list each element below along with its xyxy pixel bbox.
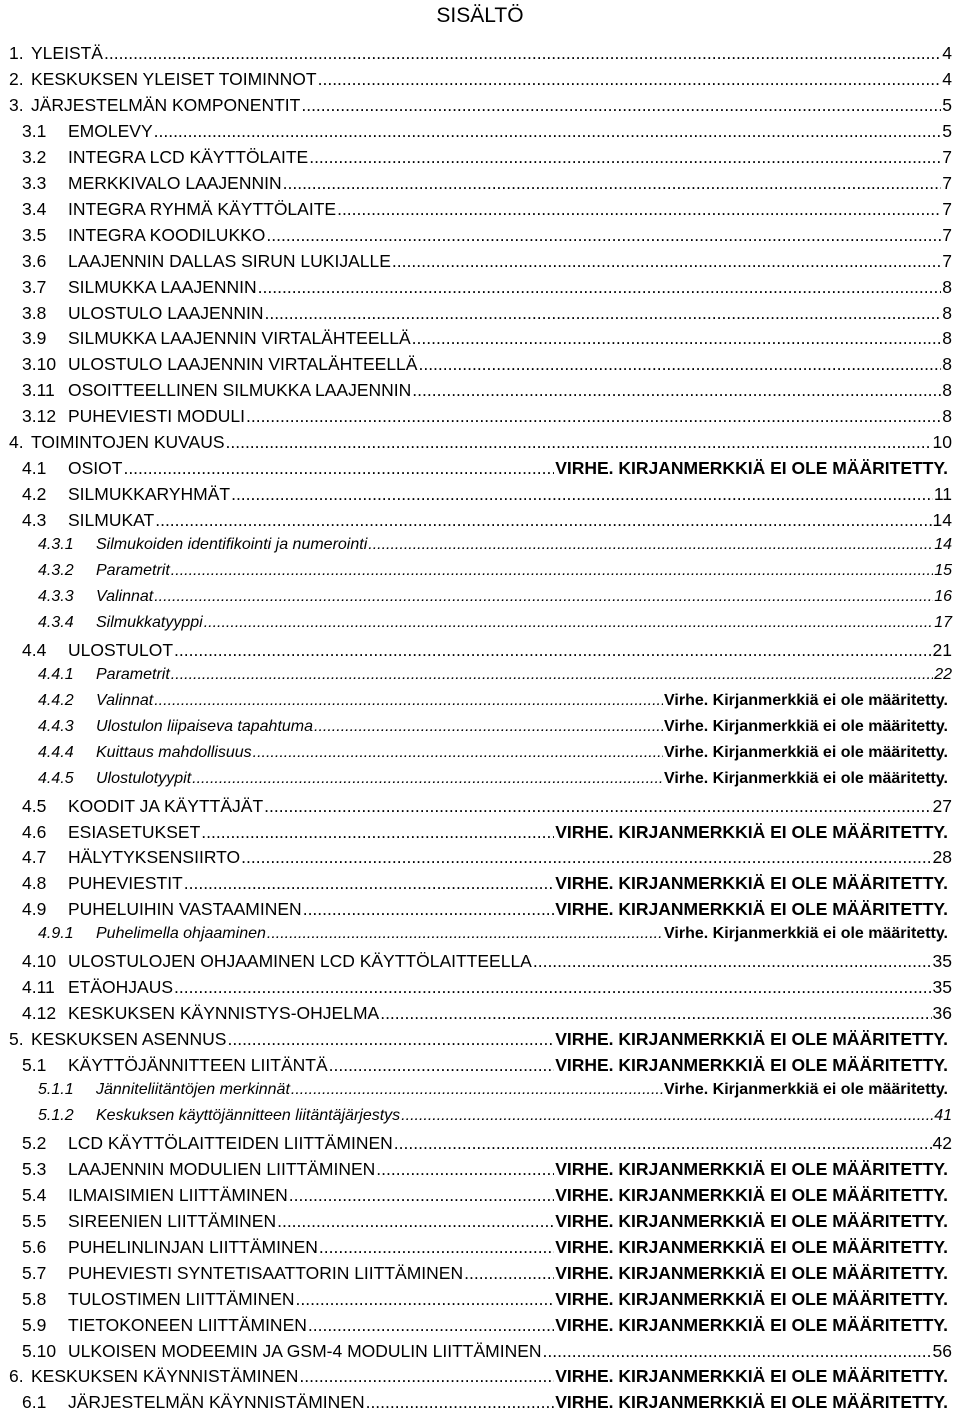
toc-entry-title[interactable]: Parametrit <box>96 562 170 579</box>
toc-entry-page-number[interactable]: 4 <box>942 43 952 63</box>
toc-entry[interactable] <box>0 744 960 770</box>
toc-entry-number: 4.5 <box>22 795 47 816</box>
toc-entry-number: 3.4 <box>22 198 47 219</box>
toc-dot-leader <box>201 822 554 843</box>
toc-dot-leader <box>412 380 941 401</box>
toc-entry[interactable] <box>0 536 960 562</box>
toc-entry[interactable] <box>0 1289 960 1315</box>
toc-entry-page-number[interactable]: 56 <box>932 1340 952 1361</box>
toc-entry-page-number[interactable]: 8 <box>942 328 952 349</box>
toc-entry-number: 4.6 <box>22 821 47 842</box>
toc-entry[interactable] <box>0 796 960 822</box>
toc-entry-error-reference[interactable]: VIRHE. KIRJANMERKKIÄ EI OLE MÄÄRITETTY. <box>555 1055 948 1076</box>
toc-dot-leader <box>418 354 941 375</box>
toc-entry-number: 3.11 <box>22 380 55 401</box>
toc-entry[interactable] <box>0 770 960 796</box>
toc-entry-title[interactable]: SILMUKKARYHMÄT <box>68 484 231 505</box>
toc-entry-error-reference[interactable]: VIRHE. KIRJANMERKKIÄ EI OLE MÄÄRITETTY. <box>555 1366 948 1387</box>
toc-entry-title[interactable]: JÄRJESTELMÄN KOMPONENTIT <box>31 94 301 115</box>
toc-entry-error-reference[interactable]: Virhe. Kirjanmerkkiä ei ole määritetty. <box>664 743 948 761</box>
toc-dot-leader <box>231 484 933 505</box>
toc-dot-leader <box>401 1107 933 1125</box>
toc-entry-title[interactable]: PUHELUIHIN VASTAAMINEN <box>68 899 302 920</box>
toc-entry-title[interactable]: Silmukoiden identifikointi ja numerointi <box>96 536 368 554</box>
toc-entry-page-number[interactable]: 5 <box>942 120 952 141</box>
toc-entry-title[interactable]: KESKUKSEN KÄYNNISTYS-OHJELMA <box>68 1003 380 1024</box>
toc-entry[interactable] <box>0 1341 960 1367</box>
toc-entry-title[interactable]: OSIOT <box>68 458 123 479</box>
toc-entry-number: 5. <box>9 1029 24 1050</box>
toc-dot-leader <box>283 173 942 194</box>
toc-entry-error-reference[interactable]: Virhe. Kirjanmerkkiä ei ole määritetty. <box>664 691 948 709</box>
toc-dot-leader <box>309 147 941 168</box>
toc-entry-title[interactable]: Kuittaus mahdollisuus <box>96 743 252 761</box>
toc-entry-page-number[interactable]: 8 <box>942 406 952 427</box>
toc-dot-leader <box>104 43 941 64</box>
toc-entry-number: 4.2 <box>22 484 47 505</box>
toc-entry[interactable] <box>0 899 960 925</box>
toc-entry-title[interactable]: SILMUKAT <box>68 510 155 531</box>
toc-entry[interactable] <box>0 1185 960 1211</box>
toc-entry[interactable] <box>0 147 960 173</box>
toc-entry-page-number[interactable]: 7 <box>942 172 952 193</box>
toc-entry-error-reference[interactable]: VIRHE. KIRJANMERKKIÄ EI OLE MÄÄRITETTY. <box>555 1392 948 1413</box>
toc-entry-number: 4.10 <box>22 951 57 972</box>
toc-entry-title[interactable]: SIREENIEN LIITTÄMINEN <box>68 1210 277 1231</box>
toc-entry-number: 4.4.2 <box>38 691 74 709</box>
toc-entry[interactable] <box>0 380 960 406</box>
toc-entry[interactable] <box>0 458 960 484</box>
toc-entry-title[interactable]: INTEGRA LCD KÄYTTÖLAITE <box>68 146 309 167</box>
toc-entry-error-reference[interactable]: VIRHE. KIRJANMERKKIÄ EI OLE MÄÄRITETTY. <box>555 1288 948 1309</box>
toc-entry-title[interactable]: ETÄOHJAUS <box>68 977 174 998</box>
toc-dot-leader <box>154 121 942 142</box>
toc-entry-title[interactable]: ULOSTULO LAAJENNIN VIRTALÄHTEELLÄ <box>68 354 418 375</box>
toc-dot-leader <box>267 925 663 943</box>
toc-entry-error-reference[interactable]: VIRHE. KIRJANMERKKIÄ EI OLE MÄÄRITETTY. <box>555 1210 948 1231</box>
toc-entry-title[interactable]: INTEGRA RYHMÄ KÄYTTÖLAITE <box>68 198 337 219</box>
toc-entry-error-reference[interactable]: Virhe. Kirjanmerkkiä ei ole määritetty. <box>664 1081 948 1098</box>
toc-entry-title[interactable]: Silmukkatyyppi <box>96 613 203 631</box>
toc-entry[interactable] <box>0 692 960 718</box>
toc-entry-error-reference[interactable]: VIRHE. KIRJANMERKKIÄ EI OLE MÄÄRITETTY. <box>555 821 948 842</box>
toc-entry-number: 4.12 <box>22 1003 57 1024</box>
toc-entry-title[interactable]: Jänniteliitäntöjen merkinnät <box>96 1081 290 1098</box>
toc-entry[interactable] <box>0 1211 960 1237</box>
toc-entry-error-reference[interactable]: VIRHE. KIRJANMERKKIÄ EI OLE MÄÄRITETTY. <box>555 1262 948 1283</box>
toc-dot-leader <box>277 1211 554 1232</box>
toc-entry-number: 4.1 <box>22 458 47 479</box>
toc-dot-leader <box>241 847 931 868</box>
toc-entry-page-number[interactable]: 11 <box>933 484 952 505</box>
toc-entry-title[interactable]: Valinnat <box>96 587 154 605</box>
toc-dot-leader <box>253 744 663 762</box>
toc-entry-number: 5.1.2 <box>38 1106 74 1124</box>
toc-entry-page-number[interactable]: 28 <box>932 847 952 868</box>
toc-dot-leader <box>394 1133 932 1154</box>
toc-entry-title[interactable]: EMOLEVY <box>68 120 153 141</box>
toc-entry-page-number[interactable]: 15 <box>934 562 952 579</box>
toc-entry[interactable] <box>0 614 960 640</box>
toc-entry-number: 4.4.4 <box>38 743 74 761</box>
toc-entry[interactable] <box>0 1159 960 1185</box>
toc-entry[interactable] <box>0 951 960 977</box>
toc-entry[interactable] <box>0 718 960 744</box>
toc-entry[interactable] <box>0 822 960 848</box>
toc-entry-page-number[interactable]: 5 <box>942 94 952 115</box>
toc-dot-leader <box>246 406 941 427</box>
toc-entry-number: 5.7 <box>22 1262 47 1283</box>
toc-dot-leader <box>154 588 933 606</box>
toc-entry[interactable] <box>0 925 960 951</box>
toc-dot-leader <box>296 1289 555 1310</box>
toc-entry[interactable] <box>0 1081 960 1107</box>
toc-entry-title[interactable]: PUHEVIESTI MODULI <box>68 406 245 427</box>
toc-entry-title[interactable]: ILMAISIMIEN LIITTÄMINEN <box>68 1184 288 1205</box>
toc-dot-leader <box>329 1055 555 1076</box>
toc-entry-number: 3.1 <box>22 120 47 141</box>
toc-entry-title[interactable]: Parametrit <box>96 665 170 683</box>
toc-entry-number: 4.8 <box>22 873 47 894</box>
toc-entry-page-number[interactable]: 4 <box>942 68 952 89</box>
toc-entry-error-reference[interactable]: VIRHE. KIRJANMERKKIÄ EI OLE MÄÄRITETTY. <box>555 1314 948 1335</box>
toc-entry-number: 5.1.1 <box>38 1081 74 1098</box>
toc-entry-number: 3. <box>9 94 24 115</box>
toc-entry-page-number[interactable]: 8 <box>942 302 952 323</box>
toc-entry-number: 3.9 <box>22 328 47 349</box>
toc-dot-leader <box>543 1341 932 1362</box>
toc-dot-leader <box>174 640 932 661</box>
toc-entry-number: 5.2 <box>22 1132 47 1153</box>
toc-entry[interactable] <box>0 199 960 225</box>
toc-entry[interactable] <box>0 406 960 432</box>
toc-entry-number: 5.6 <box>22 1236 47 1257</box>
toc-entry-title[interactable]: Ulostulon liipaiseva tapahtuma <box>96 717 314 735</box>
toc-entry-number: 4.4.1 <box>38 665 74 683</box>
toc-entry-title[interactable]: TOIMINTOJEN KUVAUS <box>31 432 225 453</box>
toc-entry-number: 4.3 <box>22 510 47 531</box>
toc-entry-error-reference[interactable]: Virhe. Kirjanmerkkiä ei ole määritetty. <box>664 769 948 787</box>
toc-entry-title[interactable]: MERKKIVALO LAAJENNIN <box>68 172 282 193</box>
toc-entry-page-number[interactable]: 7 <box>942 224 952 245</box>
toc-entry[interactable] <box>0 121 960 147</box>
toc-entry-title[interactable]: Puhelimella ohjaaminen <box>96 925 266 943</box>
toc-dot-leader <box>192 770 663 788</box>
toc-entry-number: 4. <box>9 432 24 453</box>
toc-entry-title[interactable]: Ulostulotyypit <box>96 769 192 787</box>
toc-entry-number: 5.10 <box>22 1340 57 1361</box>
toc-entry[interactable] <box>0 1237 960 1263</box>
toc-entry-title[interactable]: ULOSTULO LAAJENNIN <box>68 302 264 323</box>
toc-entry-title[interactable]: KESKUKSEN YLEISET TOIMINNOT <box>31 68 317 89</box>
toc-entry-page-number[interactable]: 8 <box>942 354 952 375</box>
toc-entry-title[interactable]: PUHEVIESTIT <box>68 873 183 894</box>
toc-entry-number: 6. <box>9 1366 24 1387</box>
toc-entry-error-reference[interactable]: VIRHE. KIRJANMERKKIÄ EI OLE MÄÄRITETTY. <box>555 1236 948 1257</box>
toc-entry-page-number[interactable]: 17 <box>934 613 952 631</box>
toc-entry-page-number[interactable]: 7 <box>942 250 952 271</box>
toc-entry-number: 4.3.3 <box>38 587 74 605</box>
toc-entry-title[interactable]: PUHEVIESTI SYNTETISAATTORIN LIITTÄMINEN <box>68 1262 464 1283</box>
toc-dot-leader <box>266 225 941 246</box>
toc-entry[interactable] <box>0 1315 960 1341</box>
toc-entry[interactable] <box>0 1392 960 1418</box>
toc-entry-title[interactable]: YLEISTÄ <box>31 43 103 63</box>
toc-entry-error-reference[interactable]: VIRHE. KIRJANMERKKIÄ EI OLE MÄÄRITETTY. <box>555 1158 948 1179</box>
toc-dot-leader <box>366 1392 555 1413</box>
toc-entry[interactable] <box>0 873 960 899</box>
toc-entry[interactable] <box>0 277 960 303</box>
toc-entry-number: 3.3 <box>22 172 47 193</box>
toc-dot-leader <box>380 1003 931 1024</box>
toc-entry[interactable] <box>0 1029 960 1055</box>
toc-entry-number: 1. <box>9 43 24 63</box>
toc-dot-leader <box>258 277 942 298</box>
toc-dot-leader <box>318 69 942 90</box>
toc-entry-title[interactable]: ULKOISEN MODEEMIN JA GSM-4 MODULIN LIITTÄMINEN <box>68 1340 542 1361</box>
toc-dot-leader <box>289 1185 554 1206</box>
toc-dot-leader <box>308 1315 554 1336</box>
toc-entry[interactable] <box>0 510 960 536</box>
toc-entry-page-number[interactable]: 41 <box>934 1106 952 1124</box>
toc-entry-title[interactable]: ULOSTULOT <box>68 639 174 660</box>
toc-dot-leader <box>184 873 554 894</box>
toc-entry-page-number[interactable]: 7 <box>942 146 952 167</box>
toc-entry-title[interactable]: Valinnat <box>96 691 154 709</box>
toc-title: SISÄLTÖ <box>436 4 524 27</box>
toc-entry-number: 4.4 <box>22 639 47 660</box>
toc-entry-number: 4.9 <box>22 899 47 920</box>
toc-entry-number: 3.6 <box>22 250 47 271</box>
toc-dot-leader <box>299 1366 554 1387</box>
toc-entry-page-number[interactable]: 10 <box>932 432 952 453</box>
toc-dot-leader <box>226 432 932 453</box>
toc-entry-number: 3.5 <box>22 224 47 245</box>
toc-dot-leader <box>154 692 663 710</box>
toc-entry-number: 5.8 <box>22 1288 47 1309</box>
toc-entry-title[interactable]: SILMUKKA LAAJENNIN <box>68 276 257 297</box>
toc-entry-page-number[interactable]: 35 <box>932 977 952 998</box>
toc-entry-title[interactable]: OSOITTEELLINEN SILMUKKA LAAJENNIN <box>68 380 412 401</box>
toc-entry-error-reference[interactable]: VIRHE. KIRJANMERKKIÄ EI OLE MÄÄRITETTY. <box>555 1184 948 1205</box>
toc-entry[interactable] <box>0 588 960 614</box>
toc-entry-title[interactable]: LAAJENNIN MODULIEN LIITTÄMINEN <box>68 1158 376 1179</box>
toc-dot-leader <box>264 796 931 817</box>
toc-entry-number: 5.5 <box>22 1210 47 1231</box>
toc-dot-leader <box>264 303 941 324</box>
toc-entry-page-number[interactable]: 22 <box>934 665 952 683</box>
toc-entry-error-reference[interactable]: VIRHE. KIRJANMERKKIÄ EI OLE MÄÄRITETTY. <box>555 1029 948 1050</box>
toc-dot-leader <box>171 562 933 580</box>
toc-entry-title[interactable]: LCD KÄYTTÖLAITTEIDEN LIITTÄMINEN <box>68 1132 393 1153</box>
toc-entry-title[interactable]: TULOSTIMEN LIITTÄMINEN <box>68 1288 295 1309</box>
toc-entry-number: 2. <box>9 68 24 89</box>
toc-entry[interactable] <box>0 1003 960 1029</box>
toc-dot-leader <box>337 199 941 220</box>
toc-entry[interactable] <box>0 303 960 329</box>
toc-dot-leader <box>227 1029 554 1050</box>
toc-entry-error-reference[interactable]: Virhe. Kirjanmerkkiä ei ole määritetty. <box>664 925 948 943</box>
toc-dot-leader <box>533 951 932 972</box>
toc-entry-page-number[interactable]: 14 <box>932 510 952 531</box>
toc-entry[interactable] <box>0 1263 960 1289</box>
toc-dot-leader <box>174 977 932 998</box>
toc-entry[interactable] <box>0 1107 960 1133</box>
toc-entry-title[interactable]: ESIASETUKSET <box>68 821 201 842</box>
toc-entry[interactable] <box>0 977 960 1003</box>
toc-dot-leader <box>171 666 933 684</box>
toc-entry-number: 4.3.4 <box>38 613 74 631</box>
toc-dot-leader <box>392 251 941 272</box>
toc-dot-leader <box>301 95 941 116</box>
toc-entry-number: 4.4.3 <box>38 717 74 735</box>
toc-entry[interactable] <box>0 328 960 354</box>
toc-entry[interactable] <box>0 1133 960 1159</box>
toc-dot-leader <box>204 614 934 632</box>
toc-entry-page-number[interactable]: 35 <box>932 951 952 972</box>
toc-entry[interactable] <box>0 95 960 121</box>
toc-dot-leader <box>376 1159 554 1180</box>
toc-entry[interactable] <box>0 847 960 873</box>
toc-entry-page-number[interactable]: 36 <box>932 1003 952 1024</box>
toc-entry-number: 4.3.2 <box>38 562 74 579</box>
toc-dot-leader <box>123 458 554 479</box>
toc-entry-title[interactable]: INTEGRA KOODILUKKO <box>68 224 266 245</box>
toc-entry-number: 4.7 <box>22 847 47 868</box>
toc-dot-leader <box>303 899 554 920</box>
toc-dot-leader <box>464 1263 554 1284</box>
toc-entry-number: 3.10 <box>22 354 57 375</box>
toc-entry-title[interactable]: KOODIT JA KÄYTTÄJÄT <box>68 795 264 816</box>
toc-entry-title[interactable]: SILMUKKA LAAJENNIN VIRTALÄHTEELLÄ <box>68 328 411 349</box>
toc-entry[interactable] <box>0 666 960 692</box>
toc-entry[interactable] <box>0 562 960 588</box>
toc-entry-number: 5.9 <box>22 1314 47 1335</box>
toc-entry-number: 5.4 <box>22 1184 47 1205</box>
toc-entry-error-reference[interactable]: VIRHE. KIRJANMERKKIÄ EI OLE MÄÄRITETTY. <box>555 458 948 479</box>
toc-dot-leader <box>314 718 663 736</box>
toc-entry[interactable] <box>0 1055 960 1081</box>
toc-dot-leader <box>368 536 933 554</box>
toc-entry-title[interactable]: JÄRJESTELMÄN KÄYNNISTÄMINEN <box>68 1392 365 1413</box>
toc-entry-error-reference[interactable]: VIRHE. KIRJANMERKKIÄ EI OLE MÄÄRITETTY. <box>555 873 948 894</box>
toc-entry-page-number[interactable]: 8 <box>942 276 952 297</box>
toc-entry-page-number[interactable]: 27 <box>932 795 952 816</box>
toc-entry-number: 5.1 <box>22 1055 47 1076</box>
toc-entry-number: 3.8 <box>22 302 47 323</box>
toc-entry-number: 6.1 <box>22 1392 47 1413</box>
toc-entry-page-number[interactable]: 16 <box>934 587 952 605</box>
toc-entry-page-number[interactable]: 42 <box>932 1132 952 1153</box>
toc-entry-number: 3.2 <box>22 146 47 167</box>
toc-entry-title[interactable]: ULOSTULOJEN OHJAAMINEN LCD KÄYTTÖLAITTEELLA <box>68 951 532 972</box>
toc-entry-page-number[interactable]: 8 <box>942 380 952 401</box>
toc-entry-number: 4.3.1 <box>38 536 74 554</box>
toc-dot-leader <box>412 328 942 349</box>
toc-entry[interactable] <box>0 354 960 380</box>
toc-entry[interactable] <box>0 225 960 251</box>
toc-entry[interactable] <box>0 484 960 510</box>
toc-dot-leader <box>319 1237 554 1258</box>
toc-entry[interactable] <box>0 69 960 95</box>
toc-dot-leader <box>291 1081 663 1099</box>
toc-entry-error-reference[interactable]: VIRHE. KIRJANMERKKIÄ EI OLE MÄÄRITETTY. <box>555 899 948 920</box>
toc-entry-page-number[interactable]: 14 <box>934 536 952 554</box>
toc-entry-title[interactable]: KESKUKSEN ASENNUS <box>31 1029 227 1050</box>
toc-entry[interactable] <box>0 251 960 277</box>
toc-dot-leader <box>155 510 931 531</box>
toc-entry-title[interactable]: TIETOKONEEN LIITTÄMINEN <box>68 1314 307 1335</box>
toc-entry-title[interactable]: KÄYTTÖJÄNNITTEEN LIITÄNTÄ <box>68 1055 328 1076</box>
toc-entry-number: 5.3 <box>22 1158 47 1179</box>
toc-entry-page-number[interactable]: 7 <box>942 198 952 219</box>
toc-entry[interactable] <box>0 640 960 666</box>
toc-entry-title[interactable]: PUHELINLINJAN LIITTÄMINEN <box>68 1236 318 1257</box>
toc-entry-number: 4.9.1 <box>38 925 74 943</box>
toc-entry-title[interactable]: Keskuksen käyttöjännitteen liitäntäjärjestys <box>96 1106 401 1124</box>
toc-entry-number: 3.7 <box>22 276 47 297</box>
toc-entry[interactable] <box>0 43 960 69</box>
toc-entry-title[interactable]: HÄLYTYKSENSIIRTO <box>68 847 241 868</box>
toc-entry-number: 4.4.5 <box>38 769 74 787</box>
toc-entry-page-number[interactable]: 21 <box>932 639 952 660</box>
toc-entry[interactable] <box>0 1366 960 1392</box>
toc-entry-error-reference[interactable]: Virhe. Kirjanmerkkiä ei ole määritetty. <box>664 717 948 735</box>
toc-entry[interactable] <box>0 432 960 458</box>
toc-entry-title[interactable]: KESKUKSEN KÄYNNISTÄMINEN <box>31 1366 299 1387</box>
toc-entry-title[interactable]: LAAJENNIN DALLAS SIRUN LUKIJALLE <box>68 250 391 271</box>
toc-entry-number: 3.12 <box>22 406 57 427</box>
toc-entry[interactable] <box>0 173 960 199</box>
toc-entry-number: 4.11 <box>22 977 55 998</box>
